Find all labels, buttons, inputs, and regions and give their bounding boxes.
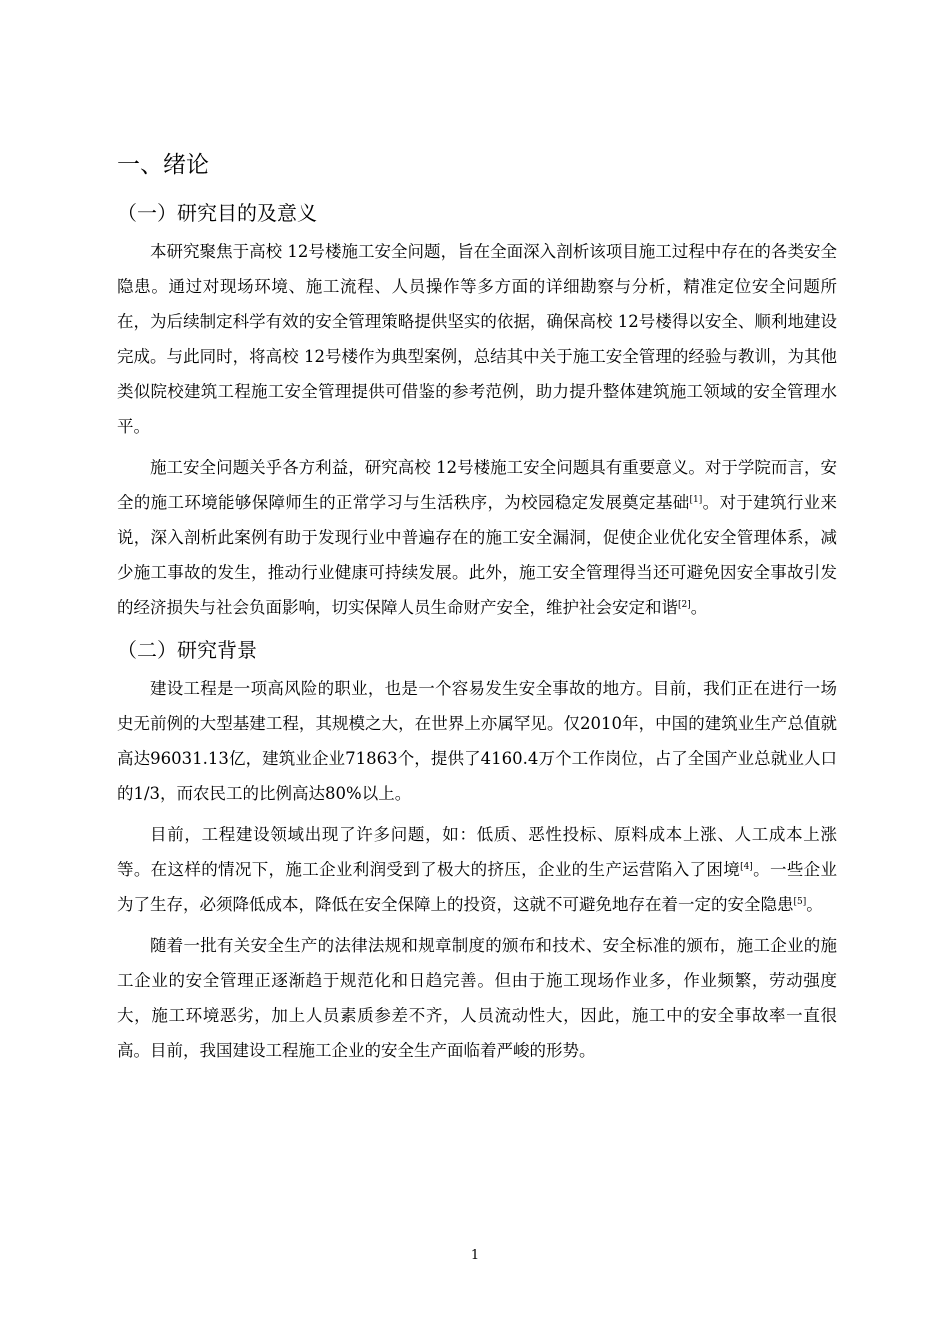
paragraph: 随着一批有关安全生产的法律法规和规章制度的颁布和技术、安全标准的颁布，施工企业的施工企业的安全管理正逐渐趋于规范化和日趋完善。但由于施工现场作业多，作业频繁，劳动强度大，施工环境恶劣，加上人员素质参差不齐，人员流动性大，因此，施工中的安全事故率一直很高。目前，我国建设工程施工企业的安全生产面临着严峻的形势。 xyxy=(117,936,837,1060)
paragraph-text: 施工安全问题关乎各方利益，研究高校 12号楼施工安全问题具有重要意义。对于学院而言，安全的施工环境能够保障师生的正常学习与生活秩序，为校园稳定发展奠定基础 xyxy=(117,458,837,512)
citation-ref: [1] xyxy=(689,495,703,505)
paragraph xyxy=(117,817,837,922)
paragraph-text: 。 xyxy=(806,895,823,914)
chapter-heading: 一、绪论 xyxy=(117,152,209,178)
section-heading-background: （二）研究背景 xyxy=(117,638,257,662)
citation-ref: [4] xyxy=(740,862,753,872)
page-number: 1 xyxy=(470,1248,480,1263)
citation-ref: [5] xyxy=(793,897,807,907)
paragraph-text: 。一些企业为了生存，必须降低成本，降低在安全保障上的投资，这就不可避免地存在着一定的安全隐患 xyxy=(117,860,838,914)
section-heading-purpose: （一）研究目的及意义 xyxy=(117,201,317,225)
paragraph-text: 。对于建筑行业来说，深入剖析此案例有助于发现行业中普遍存在的施工安全漏洞，促使企业优化安全管理体系，减少施工事故的发生，推动行业健康可持续发展。此外，施工安全管理得当还可避免因安全事故引发的经济损失与社会负面影响，切实保障人员生命财产安全，维护社会安定和谐 xyxy=(117,493,838,617)
paragraph xyxy=(117,450,837,625)
page-content xyxy=(117,148,837,1074)
paragraph: 建设工程是一项高风险的职业，也是一个容易发生安全事故的地方。目前，我们正在进行一场史无前例的大型基建工程，其规模之大，在世界上亦属罕见。仅2010年，中国的建筑业生产总值就高达96031.13亿，建筑业企业71863个，提供了4160.4万个工作岗位，占了全国产业总就业人口的1/3，而农民工的比例高达80%以上。 xyxy=(117,679,837,803)
citation-ref: [2] xyxy=(678,600,691,610)
paragraph-text: 目前，工程建设领域出现了许多问题，如：低质、恶性投标、原料成本上涨、人工成本上涨等。在这样的情况下，施工企业利润受到了极大的挤压，企业的生产运营陷入了困境 xyxy=(117,825,837,879)
paragraph: 本研究聚焦于高校 12号楼施工安全问题，旨在全面深入剖析该项目施工过程中存在的各类安全隐患。通过对现场环境、施工流程、人员操作等多方面的详细勘察与分析，精准定位安全问题所在，为后续制定科学有效的安全管理策略提供坚实的依据，确保高校 12号楼得以安全、顺利地建设完成。与此同时，将高校 12号楼作为典型案例，总结其中关于施工安全管理的经验与教训，为其他类似院校建筑工程施工安全管理提供可借鉴的参考范例，助力提升整体建筑施工领域的安全管理水平。 xyxy=(117,242,837,436)
paragraph-text: 。 xyxy=(690,598,708,617)
